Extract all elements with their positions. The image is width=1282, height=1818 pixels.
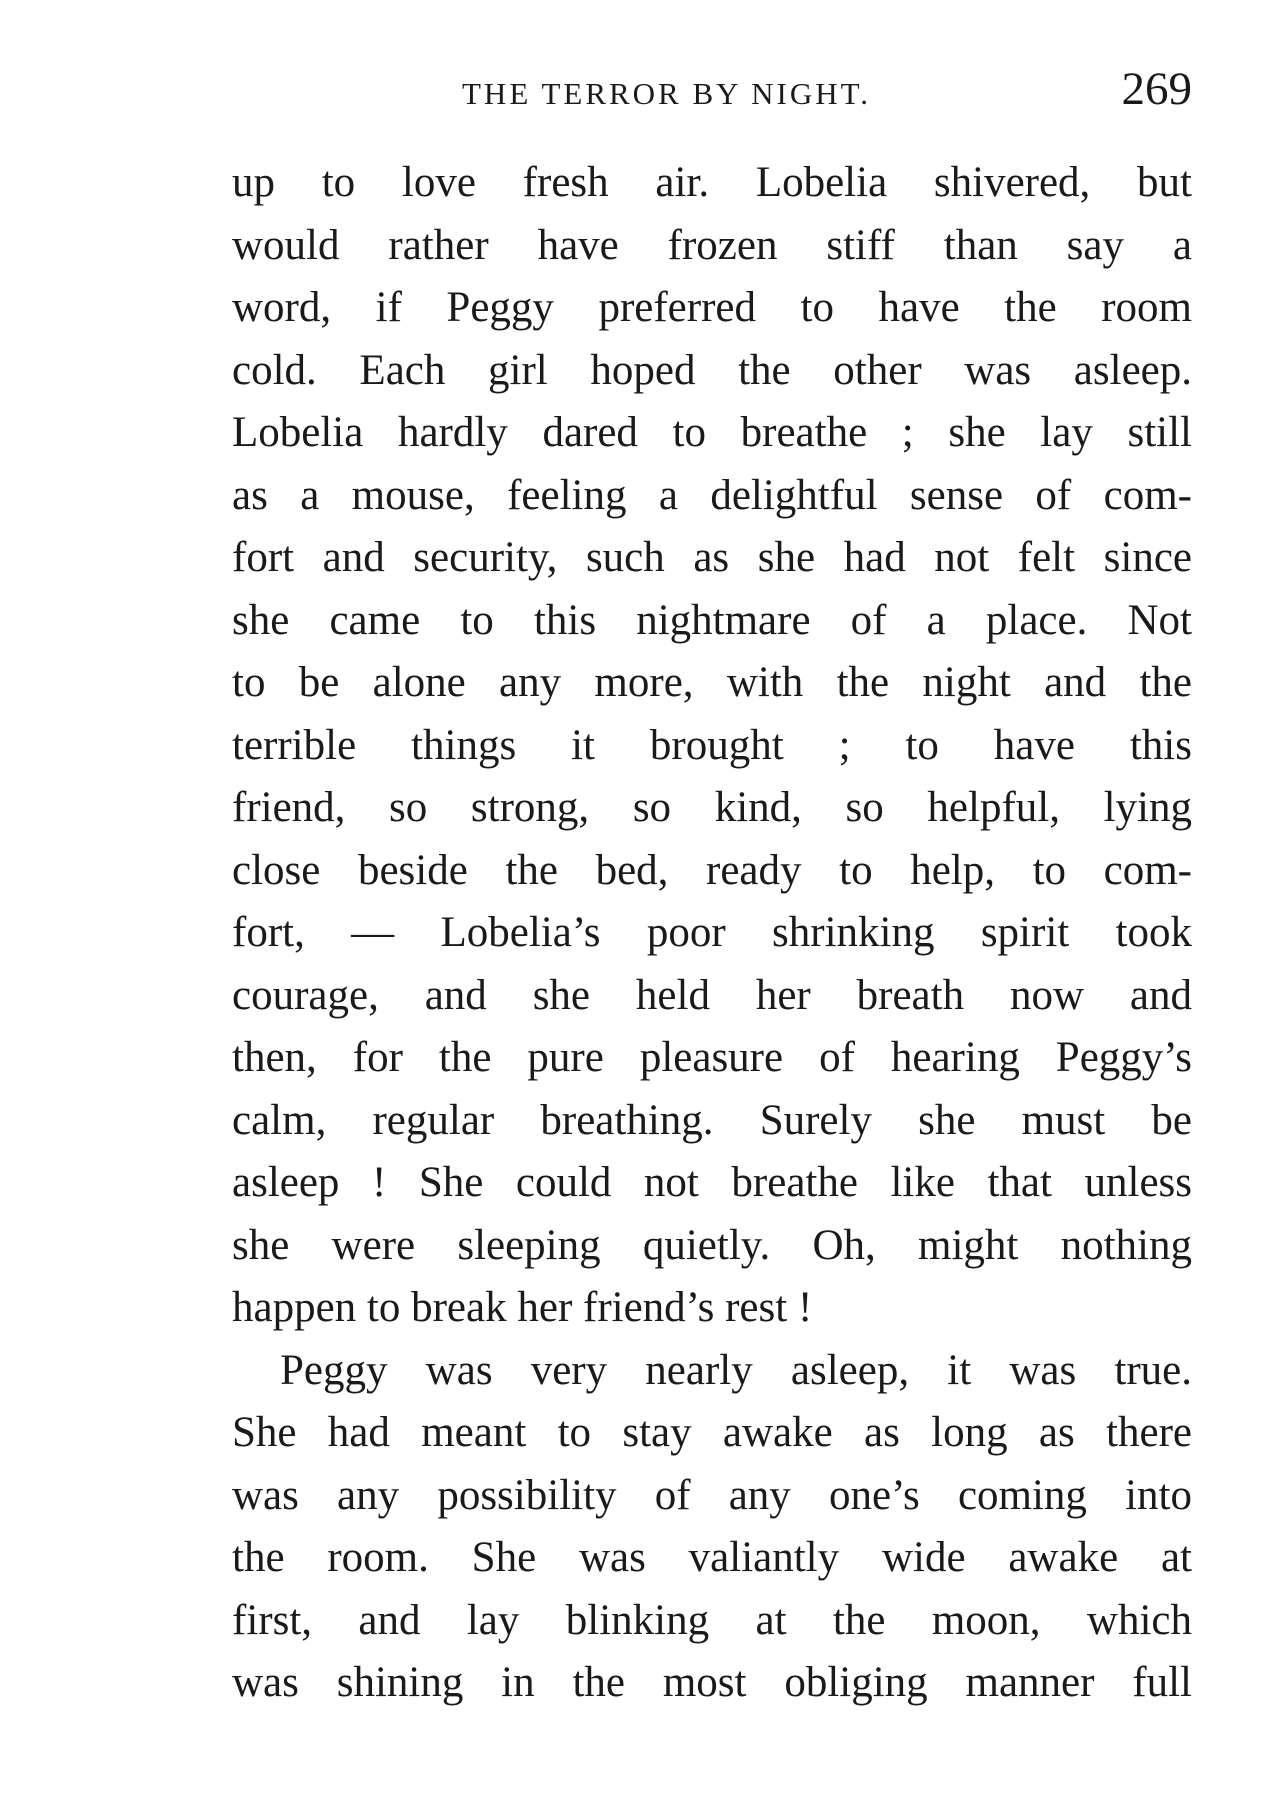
text-line: asleep ! She could not breathe like that unless	[232, 1159, 1192, 1206]
text-line: Peggy was very nearly asleep, it was true.	[280, 1346, 1192, 1394]
text-line: fort and security, such as she had not felt since	[232, 534, 1192, 581]
text-line: Lobelia hardly dared to breathe ; she lay still	[232, 409, 1192, 456]
paragraph-2	[232, 1340, 1192, 1715]
text-line: would rather have frozen stiff than say a	[232, 221, 1192, 269]
paragraph-1	[232, 152, 1192, 1340]
running-head	[232, 62, 1192, 122]
text-line: calm, regular breathing. Surely she must be	[232, 1096, 1192, 1144]
text-line: fort, — Lobelia’s poor shrinking spirit took	[232, 909, 1192, 956]
text-line: was shining in the most obliging manner full	[232, 1659, 1192, 1706]
text-line: word, if Peggy preferred to have the room	[232, 284, 1192, 331]
text-line: to be alone any more, with the night and the	[232, 659, 1192, 706]
text-line: She had meant to stay awake as long as there	[232, 1409, 1192, 1456]
body-text	[232, 152, 1192, 1715]
text-line: was any possibility of any one’s coming into	[232, 1471, 1192, 1519]
text-line: then, for the pure pleasure of hearing Peggy’s	[232, 1034, 1192, 1081]
text-line: friend, so strong, so kind, so helpful, lying	[232, 784, 1192, 831]
text-line: courage, and she held her breath now and	[232, 971, 1192, 1019]
text-line: close beside the bed, ready to help, to com-	[232, 846, 1192, 894]
page-number: 269	[1121, 63, 1192, 115]
text-line: cold. Each girl hoped the other was asleep.	[232, 346, 1192, 394]
text-line: happen to break her friend’s rest !	[232, 1284, 813, 1331]
text-line: she were sleeping quietly. Oh, might nothing	[232, 1221, 1192, 1269]
text-line: she came to this nightmare of a place. Not	[232, 596, 1192, 644]
text-line: as a mouse, feeling a delightful sense of com-	[232, 471, 1192, 519]
text-line: terrible things it brought ; to have this	[232, 721, 1192, 769]
text-line: up to love fresh air. Lobelia shivered, but	[232, 159, 1192, 206]
text-line: the room. She was valiantly wide awake at	[232, 1534, 1192, 1581]
running-title: THE TERROR BY NIGHT.	[462, 76, 872, 111]
text-line: first, and lay blinking at the moon, which	[232, 1596, 1192, 1644]
